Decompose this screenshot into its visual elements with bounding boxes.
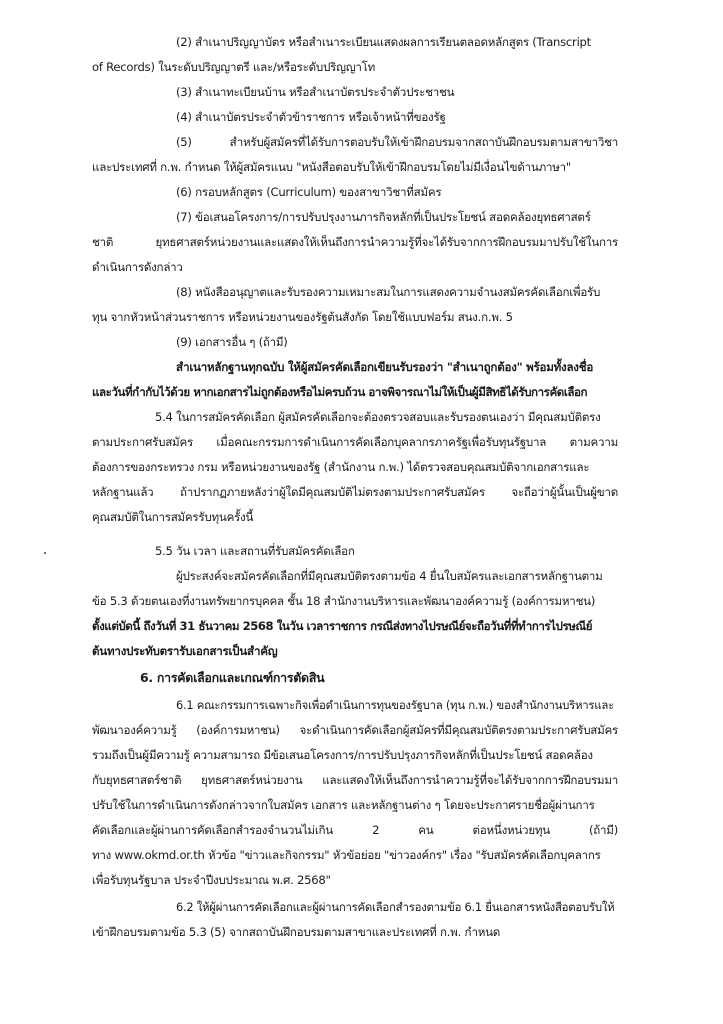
- doc-line: ข้อ 5.3 ด้วยตนเองที่งานทรัพยากรบุคคล ชั้น 18 สำนักงานบริหารและพัฒนาองค์ความรู้ (องค์การมหาชน): [92, 594, 596, 608]
- doc-text: ยุทธศาสตร์หน่วยงาน: [201, 773, 303, 787]
- doc-line: ปรับใช้ในการดำเนินการดังกล่าวจากใบสมัคร เอกสาร และหลักฐานต่าง ๆ โดยจะประกาศรายชื่อผู้ผ่านการ: [92, 798, 595, 812]
- doc-line: (7) ข้อเสนอโครงการ/การปรับปรุงงานภารกิจหลักที่เป็นประโยชน์ สอดคล้องยุทธศาสตร์: [176, 210, 591, 224]
- doc-text: ตามประกาศรับสมัคร: [92, 435, 193, 449]
- doc-line: ทาง www.okmd.or.th หัวข้อ "ข่าวและกิจกรรม" หัวข้อย่อย "ข่าวองค์กร" เรื่อง "รับสมัครคัดเลือกบุคลากร: [92, 848, 601, 862]
- doc-text: ยุทธศาสตร์หน่วยงานและแสดงให้เห็นถึงการนำความรู้ที่จะได้รับจากการฝึกอบรมมาปรับใช้ในการ: [155, 235, 618, 249]
- doc-line: เข้าฝึกอบรมตามข้อ 5.3 (5) จากสถาบันฝึกอบรมตามสาขาและประเทศที่ ก.พ. กำหนด: [92, 925, 501, 939]
- doc-text: จะดำเนินการคัดเลือกผู้สมัครที่มีคุณสมบัติตรงตามประกาศรับสมัคร: [299, 723, 618, 737]
- doc-text: เมื่อคณะกรรมการดำเนินการคัดเลือกบุคลากรภาครัฐเพื่อรับทุนรัฐบาล: [216, 435, 547, 449]
- stray-mark: [44, 552, 46, 554]
- doc-text: กับยุทธศาสตร์ชาติ: [92, 773, 182, 787]
- doc-line-bold: และวันที่กำกับไว้ด้วย หากเอกสารไม่ถูกต้องหรือไม่ครบถ้วน อาจพิจารณาไม่ให้เป็นผู้มีสิทธิได้รับการคัดเลือก: [92, 385, 588, 399]
- doc-text: ชาติ: [92, 235, 114, 249]
- doc-line: ทุน จากหัวหน้าส่วนราชการ หรือหน่วยงานของรัฐต้นสังกัด โดยใช้แบบฟอร์ม สนง.ก.พ. 5: [92, 310, 513, 324]
- doc-line: คุณสมบัติในการสมัครรับทุนครั้งนี้: [92, 510, 254, 524]
- doc-line: of Records) ในระดับปริญญาตรี และ/หรือระดับปริญญาโท: [92, 60, 375, 74]
- doc-text: คัดเลือกและผู้ผ่านการคัดเลือกสำรองจำนวนไม่เกิน: [92, 823, 333, 837]
- doc-line: ต้องการของกระทรวง กรม หรือหน่วยงานของรัฐ (สำนักงาน ก.พ.) ได้ตรวจสอบคุณสมบัติจากเอกสารและ: [92, 460, 590, 474]
- doc-line-bold: ตั้งแต่บัดนี้ ถึงวันที่ 31 ธันวาคม 2568 ในวัน เวลาราชการ กรณีส่งทางไปรษณีย์จะถือวันที่ที่ทำการไปรษณีย์: [92, 619, 593, 633]
- doc-text: (ถ้ามี): [589, 823, 618, 837]
- doc-line-justified: [92, 434, 618, 450]
- doc-line: 5.5 วัน เวลา และสถานที่รับสมัครคัดเลือก: [155, 544, 355, 558]
- doc-line: (3) สำเนาทะเบียนบ้าน หรือสำเนาบัตรประจำตัวประชาชน: [176, 85, 455, 99]
- doc-line: 6.1 คณะกรรมการเฉพาะกิจเพื่อดำเนินการทุนของรัฐบาล (ทุน ก.พ.) ของสำนักงานบริหารและ: [176, 698, 614, 712]
- doc-line-justified: [92, 722, 618, 738]
- section-heading: 6. การคัดเลือกและเกณฑ์การตัดสิน: [140, 670, 325, 685]
- doc-text: ต่อหนึ่งหน่วยทุน: [472, 823, 550, 837]
- doc-text: ตามความ: [569, 435, 618, 449]
- doc-line: (8) หนังสืออนุญาตและรับรองความเหมาะสมในการแสดงความจำนงสมัครคัดเลือกเพื่อรับ: [176, 285, 601, 299]
- doc-line: รวมถึงเป็นผู้มีความรู้ ความสามารถ มีข้อเสนอโครงการ/การปรับปรุงภารกิจหลักที่เป็นประโยชน์ สอดคล้อง: [92, 748, 593, 762]
- doc-line: 6.2 ให้ผู้ผ่านการคัดเลือกและผู้ผ่านการคัดเลือกสำรองตามข้อ 6.1 ยื่นเอกสารหนังสือตอบรับให้: [176, 900, 615, 914]
- doc-line: เพื่อรับทุนรัฐบาล ประจำปีงบประมาณ พ.ศ. 2568": [92, 873, 331, 887]
- doc-text: (องค์การมหาชน): [196, 723, 280, 737]
- doc-line-justified: [92, 484, 618, 500]
- doc-text: สำหรับผู้สมัครที่ได้รับการตอบรับให้เข้าฝึกอบรมจากสถาบันฝึกอบรมตามสาขาวิชา: [229, 135, 618, 149]
- doc-line: (4) สำเนาบัตรประจำตัวข้าราชการ หรือเจ้าหน้าที่ของรัฐ: [176, 110, 446, 124]
- doc-text: พัฒนาองค์ความรู้: [92, 723, 177, 737]
- doc-line-bold: ต้นทางประทับตรารับเอกสารเป็นสำคัญ: [92, 644, 278, 658]
- doc-text: และแสดงให้เห็นถึงการนำความรู้ที่จะได้รับจากการฝึกอบรมมา: [322, 773, 618, 787]
- doc-line: ผู้ประสงค์จะสมัครคัดเลือกที่มีคุณสมบัติตรงตามข้อ 4 ยื่นใบสมัครและเอกสารหลักฐานตาม: [176, 569, 603, 583]
- doc-line-justified: [92, 234, 618, 250]
- doc-line-justified: [92, 822, 618, 838]
- doc-line: 5.4 ในการสมัครคัดเลือก ผู้สมัครคัดเลือกจะต้องตรวจสอบและรับรองตนเองว่า มีคุณสมบัติตรง: [155, 410, 601, 424]
- doc-line-bold: สำเนาหลักฐานทุกฉบับ ให้ผู้สมัครคัดเลือกเขียนรับรองว่า "สำเนาถูกต้อง" พร้อมทั้งลงชื่อ: [176, 360, 594, 374]
- doc-line: (6) กรอบหลักสูตร (Curriculum) ของสาขาวิชาที่สมัคร: [176, 185, 442, 199]
- doc-text: ถ้าปรากฏภายหลังว่าผู้ใดมีคุณสมบัติไม่ตรงตามประกาศรับสมัคร: [179, 485, 485, 499]
- doc-line-justified: [176, 134, 618, 150]
- doc-line-justified: [92, 772, 618, 788]
- doc-line: (9) เอกสารอื่น ๆ (ถ้ามี): [176, 335, 288, 349]
- item-number: (5): [176, 135, 192, 149]
- doc-line: ดำเนินการดังกล่าว: [92, 260, 183, 274]
- doc-text: จะถือว่าผู้นั้นเป็นผู้ขาด: [511, 485, 618, 499]
- doc-line: และประเทศที่ ก.พ. กำหนด ให้ผู้สมัครแนบ "หนังสือตอบรับให้เข้าฝึกอบรมโดยไม่มีเงื่อนไขด้านภาษา": [92, 160, 571, 174]
- doc-line: (2) สำเนาปริญญาบัตร หรือสำเนาระเบียนแสดงผลการเรียนตลอดหลักสูตร (Transcript: [176, 35, 591, 49]
- doc-text: คน: [418, 823, 434, 837]
- doc-text: 2: [372, 823, 380, 837]
- doc-text: หลักฐานแล้ว: [92, 485, 154, 499]
